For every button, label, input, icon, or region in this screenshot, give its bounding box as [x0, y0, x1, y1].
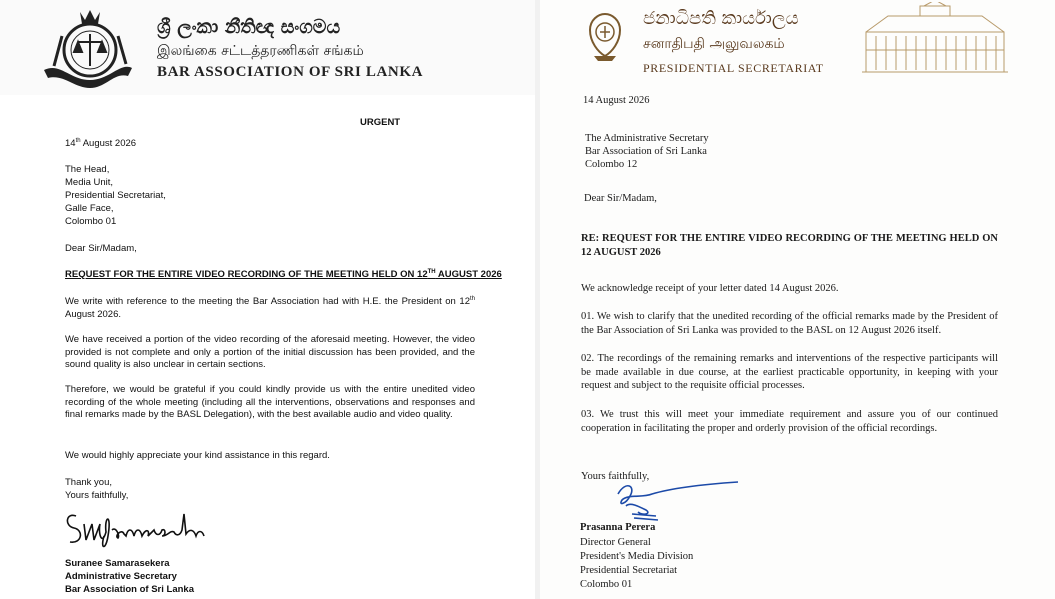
secretariat-tamil-name: சனாதிபதி அலுவலகம்	[643, 36, 785, 52]
paragraph-2: 02. The recordings of the remaining remarks and interventions of the respective participants will be made available in due course, at the earliest practicable opportunity, in keeping with your request and subject to the requisite official processes.	[581, 353, 998, 391]
recipient-line: Galle Face,	[65, 203, 114, 214]
paragraph-4: We would highly appreciate your kind assistance in this regard.	[65, 450, 330, 461]
letter-date: 14th August 2026	[65, 137, 137, 149]
salutation: Dear Sir/Madam,	[584, 193, 657, 204]
handwritten-signature	[612, 476, 742, 522]
basl-english-name: BAR ASSOCIATION OF SRI LANKA	[157, 64, 424, 80]
signatory-org: Bar Association of Sri Lanka	[65, 584, 194, 595]
closing-thanks: Thank you,	[65, 477, 112, 488]
paragraph-3: 03. We trust this will meet your immediate requirement and assure you of our continued cooperation in facilitating the proper and orderly provision of the official recordings.	[581, 409, 998, 434]
signatory-title: Administrative Secretary	[65, 571, 177, 582]
closing-yours: Yours faithfully,	[581, 471, 650, 482]
recipient-line: The Head,	[65, 164, 110, 175]
recipient-line: Bar Association of Sri Lanka	[585, 146, 707, 157]
salutation: Dear Sir/Madam,	[65, 243, 137, 254]
paragraph-1: 01. We wish to clarify that the unedited recording of the official remarks made by the President of the Bar Association of Sri Lanka was provided to the BASL on 12 August 2026 itself.	[581, 311, 998, 336]
recipient-line: Presidential Secretariat,	[65, 190, 166, 201]
signatory-line: President's Media Division	[580, 551, 694, 562]
letter-date: 14 August 2026	[583, 95, 650, 106]
paragraph-3: Therefore, we would be grateful if you could kindly provide us with the entire unedited video recording of the whole meeting (including all the interventions, observations and responses and final remarks made by the BASL Delegation), with the best available audio and video quality.	[65, 384, 475, 420]
handwritten-signature	[62, 506, 207, 554]
basl-letterhead	[0, 0, 535, 95]
subject-line: REQUEST FOR THE ENTIRE VIDEO RECORDING OF THE MEETING HELD ON 12TH AUGUST 2026	[65, 268, 502, 280]
basl-tamil-name: இலங்கை சட்டத்தரணிகள் சங்கம்	[157, 43, 364, 59]
subject-line: RE: REQUEST FOR THE ENTIRE VIDEO RECORDING OF THE MEETING HELD ON 12 AUGUST 2026	[581, 233, 998, 258]
paragraph-0: We acknowledge receipt of your letter dated 14 August 2026.	[581, 283, 839, 294]
signatory-line: Presidential Secretariat	[580, 565, 678, 576]
signatory-name: Prasanna Perera	[580, 522, 656, 533]
recipient-line: Colombo 01	[65, 216, 117, 227]
presidential-secretariat-letter	[540, 0, 1055, 599]
basl-sinhala-name: ශ්‍රී ලංකා නීතිඥ සංගමය	[157, 16, 341, 38]
signatory-line: Colombo 01	[580, 579, 633, 590]
paragraph-1: We write with reference to the meeting the Bar Association had with H.E. the President on 12th August 2026.	[65, 295, 475, 320]
sri-lanka-emblem-icon	[586, 12, 624, 62]
secretariat-building-icon	[858, 2, 1012, 74]
recipient-line: The Administrative Secretary	[585, 133, 709, 144]
paragraph-2: We have received a portion of the video recording of the aforesaid meeting. However, the video provided is not complete and only a portion of the initial discussion has been provided, and the sound quality is also unclear in certain sections.	[65, 334, 475, 370]
recipient-line: Colombo 12	[585, 159, 638, 170]
signatory-line: Director General	[580, 537, 651, 548]
urgent-label: URGENT	[360, 117, 401, 128]
basl-emblem-icon	[40, 6, 135, 92]
closing-yours: Yours faithfully,	[65, 490, 129, 501]
secretariat-sinhala-name: ජනාධිපති කාර්යාලය	[643, 8, 799, 29]
secretariat-english-name: PRESIDENTIAL SECRETARIAT	[643, 61, 824, 75]
signatory-name: Suranee Samarasekera	[65, 558, 170, 569]
recipient-line: Media Unit,	[65, 177, 114, 188]
